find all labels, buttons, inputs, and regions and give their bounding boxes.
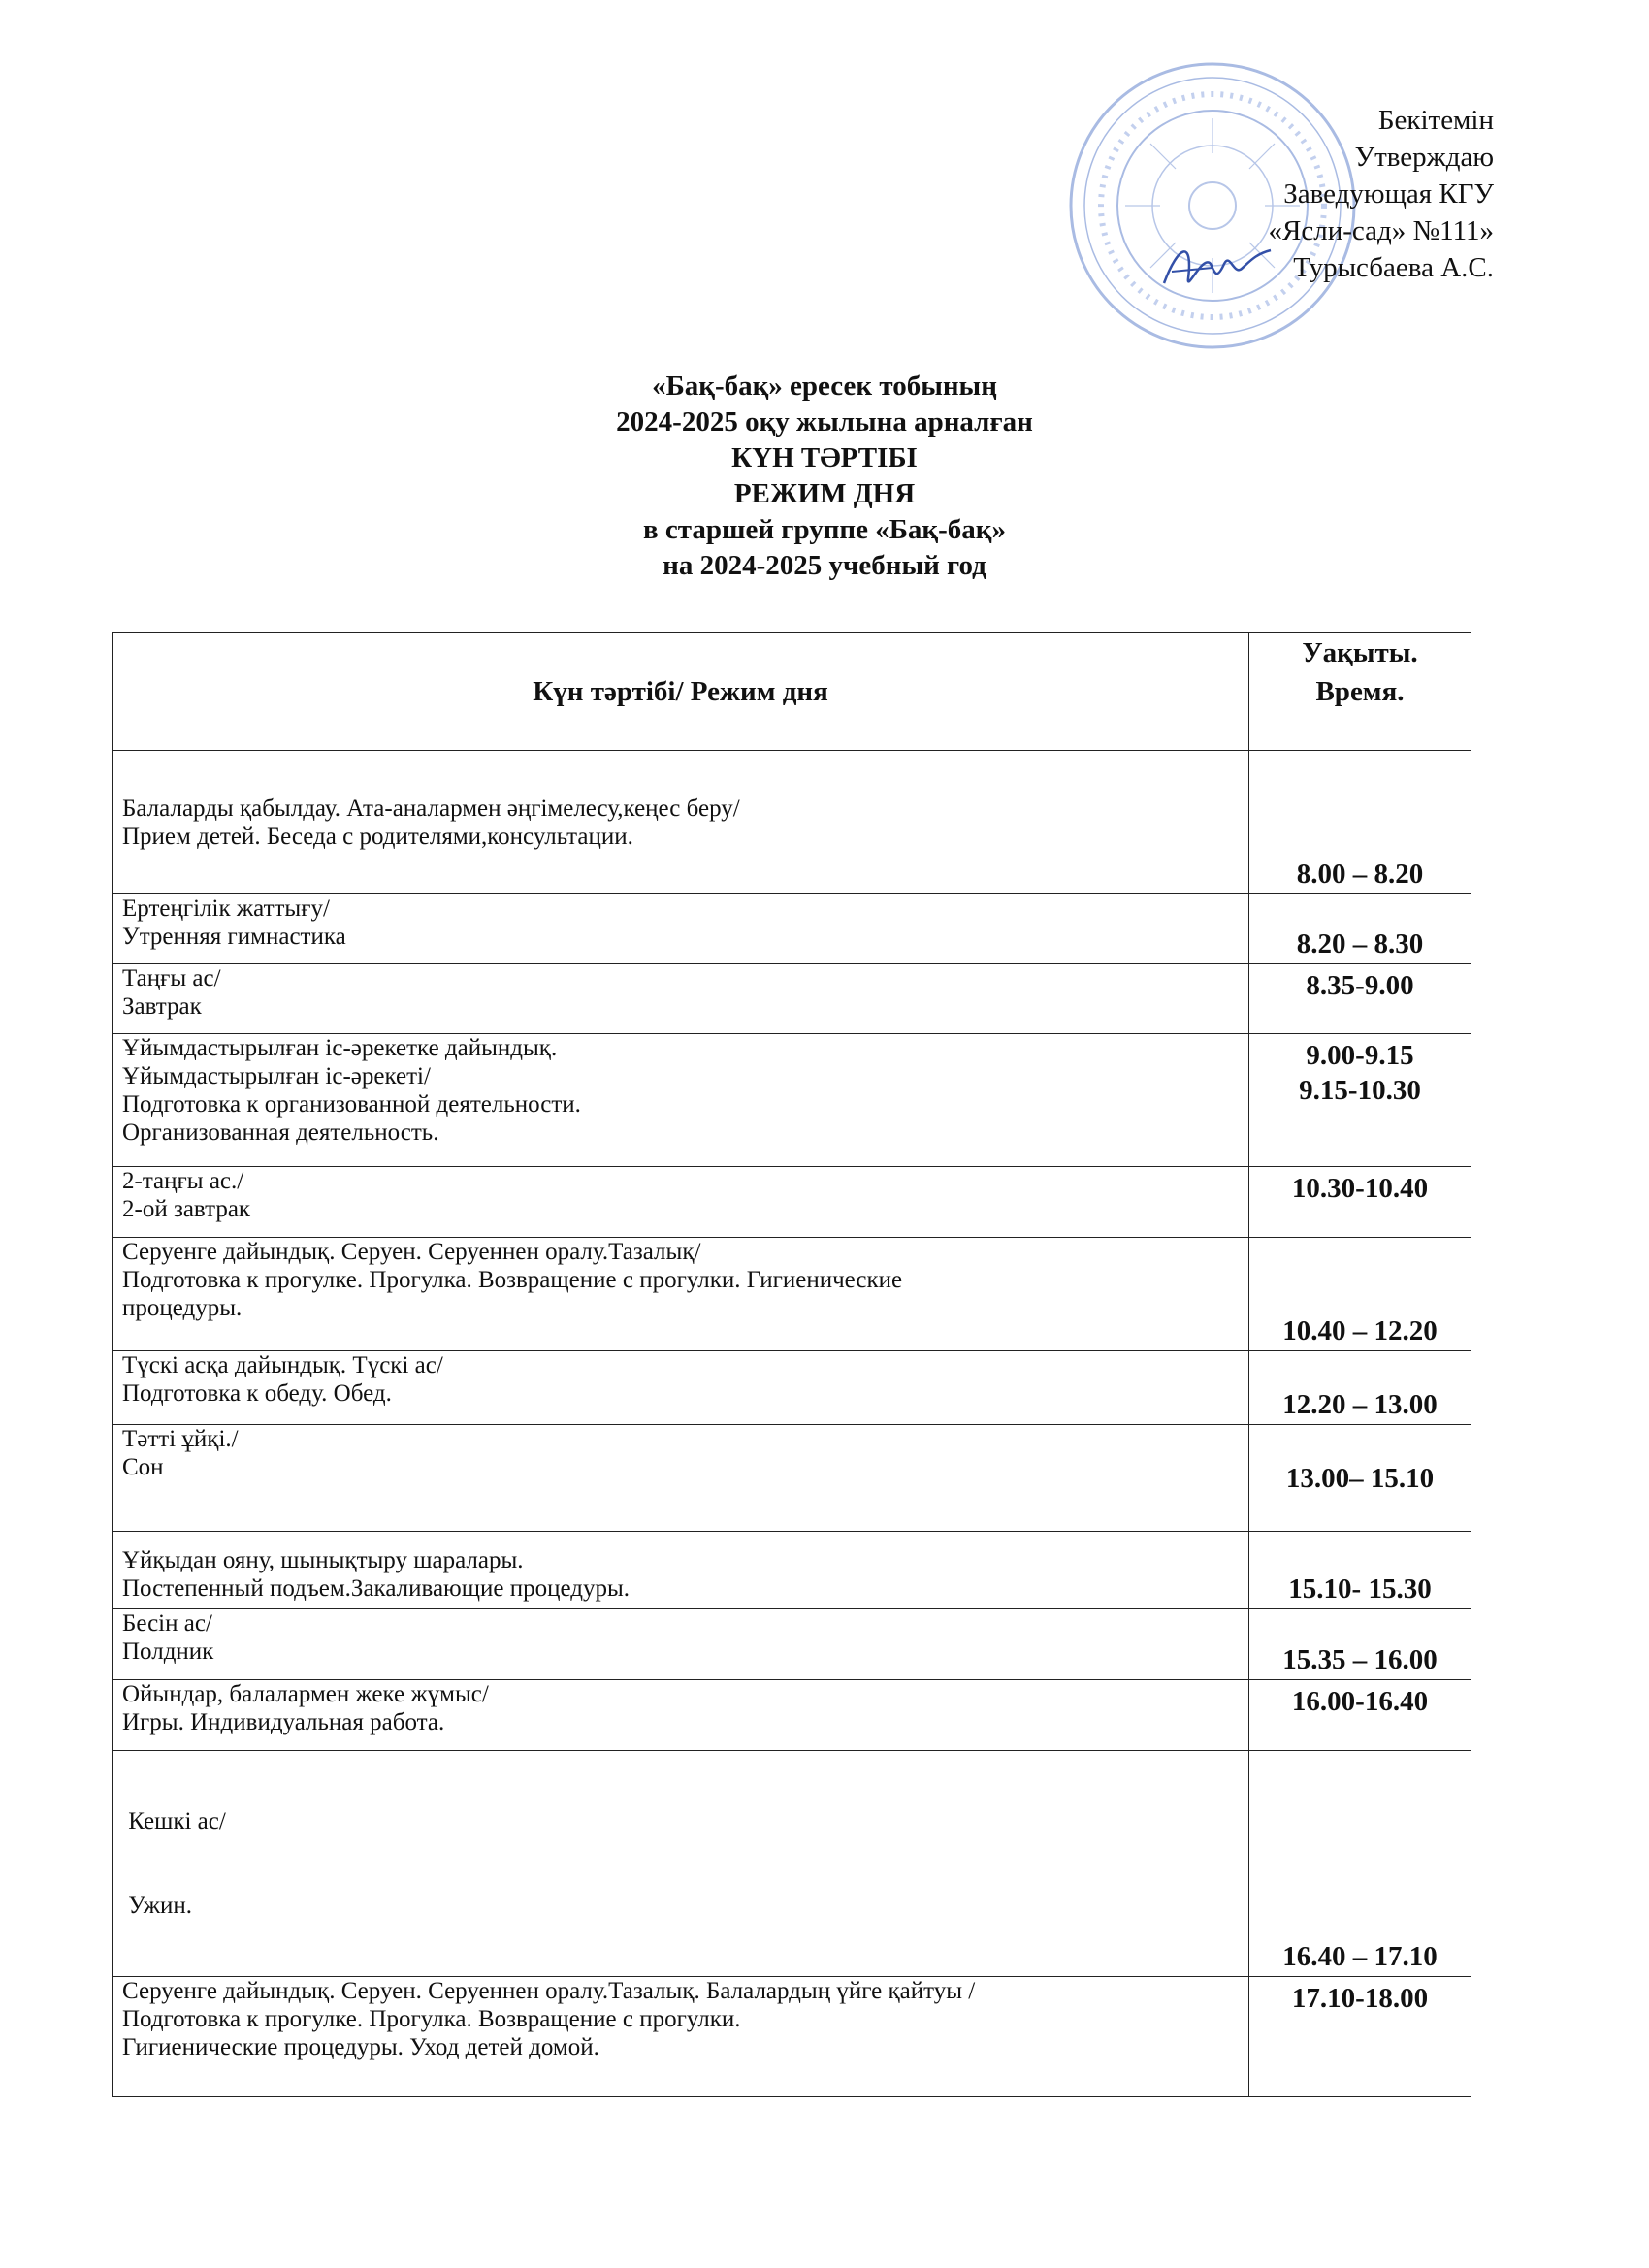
activity-ru: Завтрак bbox=[122, 993, 202, 1020]
activity-kz: Ертеңгілік жаттығу/ bbox=[122, 895, 330, 922]
time-cell: 15.10- 15.30 bbox=[1249, 1532, 1471, 1609]
activity-cell bbox=[113, 1167, 1249, 1238]
activity-ru: Ужин. bbox=[122, 1893, 193, 1919]
time-cell: 16.40 – 17.10 bbox=[1249, 1751, 1471, 1977]
activity-kz: Балаларды қабылдау. Ата-аналармен әңгімелесу,кеңес беру/ bbox=[122, 794, 740, 822]
time-cell: 8.20 – 8.30 bbox=[1249, 894, 1471, 964]
activity-ru: Утренняя гимнастика bbox=[122, 923, 346, 950]
time-cell: 13.00– 15.10 bbox=[1249, 1425, 1471, 1532]
signature-mark bbox=[1154, 225, 1280, 303]
header-activity: Күн тәртібі/ Режим дня bbox=[113, 633, 1249, 751]
table-row bbox=[113, 1425, 1471, 1532]
table-header-row bbox=[113, 633, 1471, 751]
activity-cell bbox=[113, 1609, 1249, 1680]
activity-cell bbox=[113, 894, 1249, 964]
activity-cell bbox=[113, 1238, 1249, 1351]
activity-kz-2: Ұйымдастырылған іс-әрекеті/ bbox=[122, 1063, 431, 1089]
activity-ru: Сон bbox=[122, 1454, 164, 1480]
activity-kz: Серуенге дайындық. Серуен. Серуеннен оралу.Тазалық/ bbox=[122, 1239, 701, 1265]
header-time-ru: Время. bbox=[1315, 676, 1405, 707]
time-cell bbox=[1249, 1034, 1471, 1167]
approval-organization: «Ясли-сад» №111» bbox=[1268, 215, 1494, 246]
title-group-kz: «Бақ-бақ» ересек тобының bbox=[652, 371, 997, 402]
activity-cell bbox=[113, 1751, 1249, 1977]
activity-cell bbox=[113, 1425, 1249, 1532]
title-year-kz: 2024-2025 оқу жылына арналған bbox=[616, 406, 1033, 437]
activity-cell bbox=[113, 964, 1249, 1034]
activity-ru: Подготовка к обеду. Обед. bbox=[122, 1380, 392, 1407]
title-year-ru: на 2024-2025 учебный год bbox=[663, 550, 986, 581]
approval-block bbox=[1269, 102, 1494, 286]
activity-ru: 2-ой завтрак bbox=[122, 1196, 251, 1222]
table-row bbox=[113, 1351, 1471, 1425]
approval-position: Заведующая КГУ bbox=[1283, 178, 1494, 210]
time-cell: 12.20 – 13.00 bbox=[1249, 1351, 1471, 1425]
activity-ru: Постепенный подъем.Закаливающие процедуры. bbox=[122, 1575, 630, 1602]
table-row bbox=[113, 1034, 1471, 1167]
table-row bbox=[113, 1609, 1471, 1680]
activity-ru: Игры. Индивидуальная работа. bbox=[122, 1709, 445, 1735]
daily-schedule-table bbox=[112, 632, 1471, 2097]
time-range-2: 9.15-10.30 bbox=[1299, 1075, 1421, 1106]
activity-kz: Ұйқыдан ояну, шынықтыру шаралары. bbox=[122, 1547, 524, 1573]
activity-cell bbox=[113, 1977, 1249, 2097]
time-cell: 8.00 – 8.20 bbox=[1249, 751, 1471, 894]
time-cell: 15.35 – 16.00 bbox=[1249, 1609, 1471, 1680]
time-cell: 17.10-18.00 bbox=[1249, 1977, 1471, 2097]
approval-signatory: Турысбаева А.С. bbox=[1293, 252, 1494, 283]
activity-cell bbox=[113, 1351, 1249, 1425]
table-row bbox=[113, 1238, 1471, 1351]
table-row bbox=[113, 1167, 1471, 1238]
table-row bbox=[113, 1680, 1471, 1751]
approval-approve-ru: Утверждаю bbox=[1354, 142, 1494, 173]
activity-cell bbox=[113, 1532, 1249, 1609]
activity-ru: Подготовка к прогулке. Прогулка. Возвращение с прогулки. bbox=[122, 2006, 741, 2032]
activity-ru: Подготовка к прогулке. Прогулка. Возвращение с прогулки. Гигиенические bbox=[122, 1267, 903, 1293]
document-title bbox=[0, 369, 1649, 584]
activity-ru: Полдник bbox=[122, 1638, 214, 1665]
activity-kz: Ойындар, балалармен жеке жұмыс/ bbox=[122, 1681, 489, 1707]
activity-cell bbox=[113, 751, 1249, 894]
activity-kz: Тәтті ұйқі./ bbox=[122, 1426, 239, 1452]
table-row bbox=[113, 751, 1471, 894]
title-main-kz: КҮН ТӘРТІБІ bbox=[731, 442, 918, 473]
title-group-ru: в старшей группе «Бақ-бақ» bbox=[642, 514, 1007, 545]
activity-ru-2: Организованная деятельность. bbox=[122, 1119, 439, 1146]
activity-ru: Прием детей. Беседа с родителями,консультации. bbox=[122, 823, 633, 850]
table-row bbox=[113, 964, 1471, 1034]
activity-ru-2: Гигиенические процедуры. Уход детей домой. bbox=[122, 2034, 599, 2060]
time-cell: 10.30-10.40 bbox=[1249, 1167, 1471, 1238]
table-row bbox=[113, 1532, 1471, 1609]
header-time bbox=[1249, 633, 1471, 751]
activity-kz: 2-таңғы ас./ bbox=[122, 1168, 244, 1194]
activity-kz: Таңғы ас/ bbox=[122, 965, 221, 991]
activity-cell bbox=[113, 1680, 1249, 1751]
header-time-kz: Уақыты. bbox=[1302, 637, 1418, 668]
time-cell: 8.35-9.00 bbox=[1249, 964, 1471, 1034]
title-main-ru: РЕЖИМ ДНЯ bbox=[733, 478, 916, 509]
activity-kz: Кешкі ас/ bbox=[122, 1808, 226, 1834]
activity-kz: Ұйымдастырылған іс-әрекетке дайындық. bbox=[122, 1035, 558, 1061]
activity-cell bbox=[113, 1034, 1249, 1167]
approval-approve-kz: Бекітемін bbox=[1377, 105, 1494, 136]
activity-ru: Подготовка к организованной деятельности. bbox=[122, 1091, 581, 1118]
table-row bbox=[113, 1977, 1471, 2097]
table-row bbox=[113, 894, 1471, 964]
activity-kz: Түскі асқа дайындық. Түскі ас/ bbox=[122, 1352, 443, 1378]
activity-kz: Бесін ас/ bbox=[122, 1610, 212, 1636]
activity-kz: Серуенге дайындық. Серуен. Серуеннен оралу.Тазалық. Балалардың үйге қайтуы / bbox=[122, 1978, 976, 2004]
table-row bbox=[113, 1751, 1471, 1977]
activity-ru-2: процедуры. bbox=[122, 1295, 242, 1321]
time-range: 9.00-9.15 bbox=[1306, 1040, 1414, 1071]
time-cell: 10.40 – 12.20 bbox=[1249, 1238, 1471, 1351]
time-cell: 16.00-16.40 bbox=[1249, 1680, 1471, 1751]
